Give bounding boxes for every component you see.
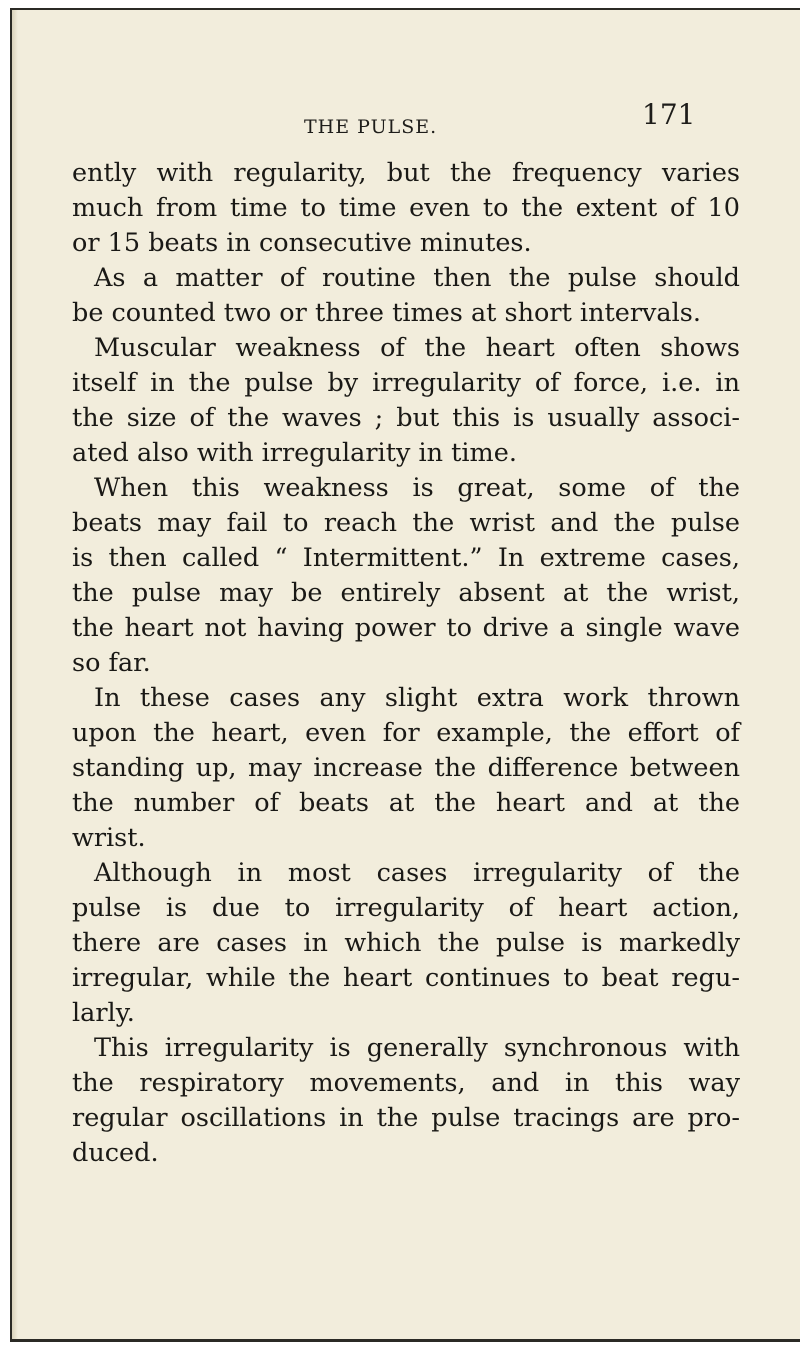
text-line: In these cases any slight extra work thrown <box>94 683 740 713</box>
text-line: larly. <box>72 998 135 1028</box>
text-line: This irregularity is generally synchronous with <box>94 1033 740 1063</box>
text-line: regular oscillations in the pulse tracings are pro- <box>72 1103 740 1133</box>
text-line: irregular, while the heart continues to beat regu- <box>72 963 740 993</box>
text-line: beats may fail to reach the wrist and the pulse <box>72 508 740 538</box>
text-line: be counted two or three times at short intervals. <box>72 298 701 328</box>
text-line: ated also with irregularity in time. <box>72 438 517 468</box>
text-line: the respiratory movements, and in this way <box>72 1068 740 1098</box>
running-head <box>12 98 800 138</box>
text-line: wrist. <box>72 823 146 853</box>
text-line: Although in most cases irregularity of the <box>94 858 740 888</box>
page-number: 171 <box>642 98 696 131</box>
text-line: upon the heart, even for example, the effort of <box>72 718 740 748</box>
text-line: Muscular weakness of the heart often shows <box>94 333 740 363</box>
text-line: pulse is due to irregularity of heart action, <box>72 893 740 923</box>
text-line: itself in the pulse by irregularity of force, i.e. in <box>72 368 740 398</box>
text-line: duced. <box>72 1138 159 1168</box>
text-line: is then called “ Intermittent.” In extreme cases, <box>72 543 740 573</box>
text-line: so far. <box>72 648 151 678</box>
body-text <box>72 156 740 1171</box>
page-binding-edge <box>12 10 18 1339</box>
text-line: the size of the waves ; but this is usually associ- <box>72 403 740 433</box>
text-line: the pulse may be entirely absent at the wrist, <box>72 578 740 608</box>
text-line: the number of beats at the heart and at the <box>72 788 740 818</box>
book-page <box>10 8 800 1342</box>
text-line: there are cases in which the pulse is markedly <box>72 928 740 958</box>
running-title: THE PULSE. <box>304 116 438 138</box>
text-line: much from time to time even to the extent of 10 <box>72 193 740 223</box>
text-line: standing up, may increase the difference between <box>72 753 740 783</box>
text-line: When this weakness is great, some of the <box>94 473 740 503</box>
text-line: or 15 beats in consecutive minutes. <box>72 228 532 258</box>
text-line: ently with regularity, but the frequency varies <box>72 158 740 188</box>
text-line: As a matter of routine then the pulse should <box>94 263 740 293</box>
text-line: the heart not having power to drive a single wave <box>72 613 740 643</box>
